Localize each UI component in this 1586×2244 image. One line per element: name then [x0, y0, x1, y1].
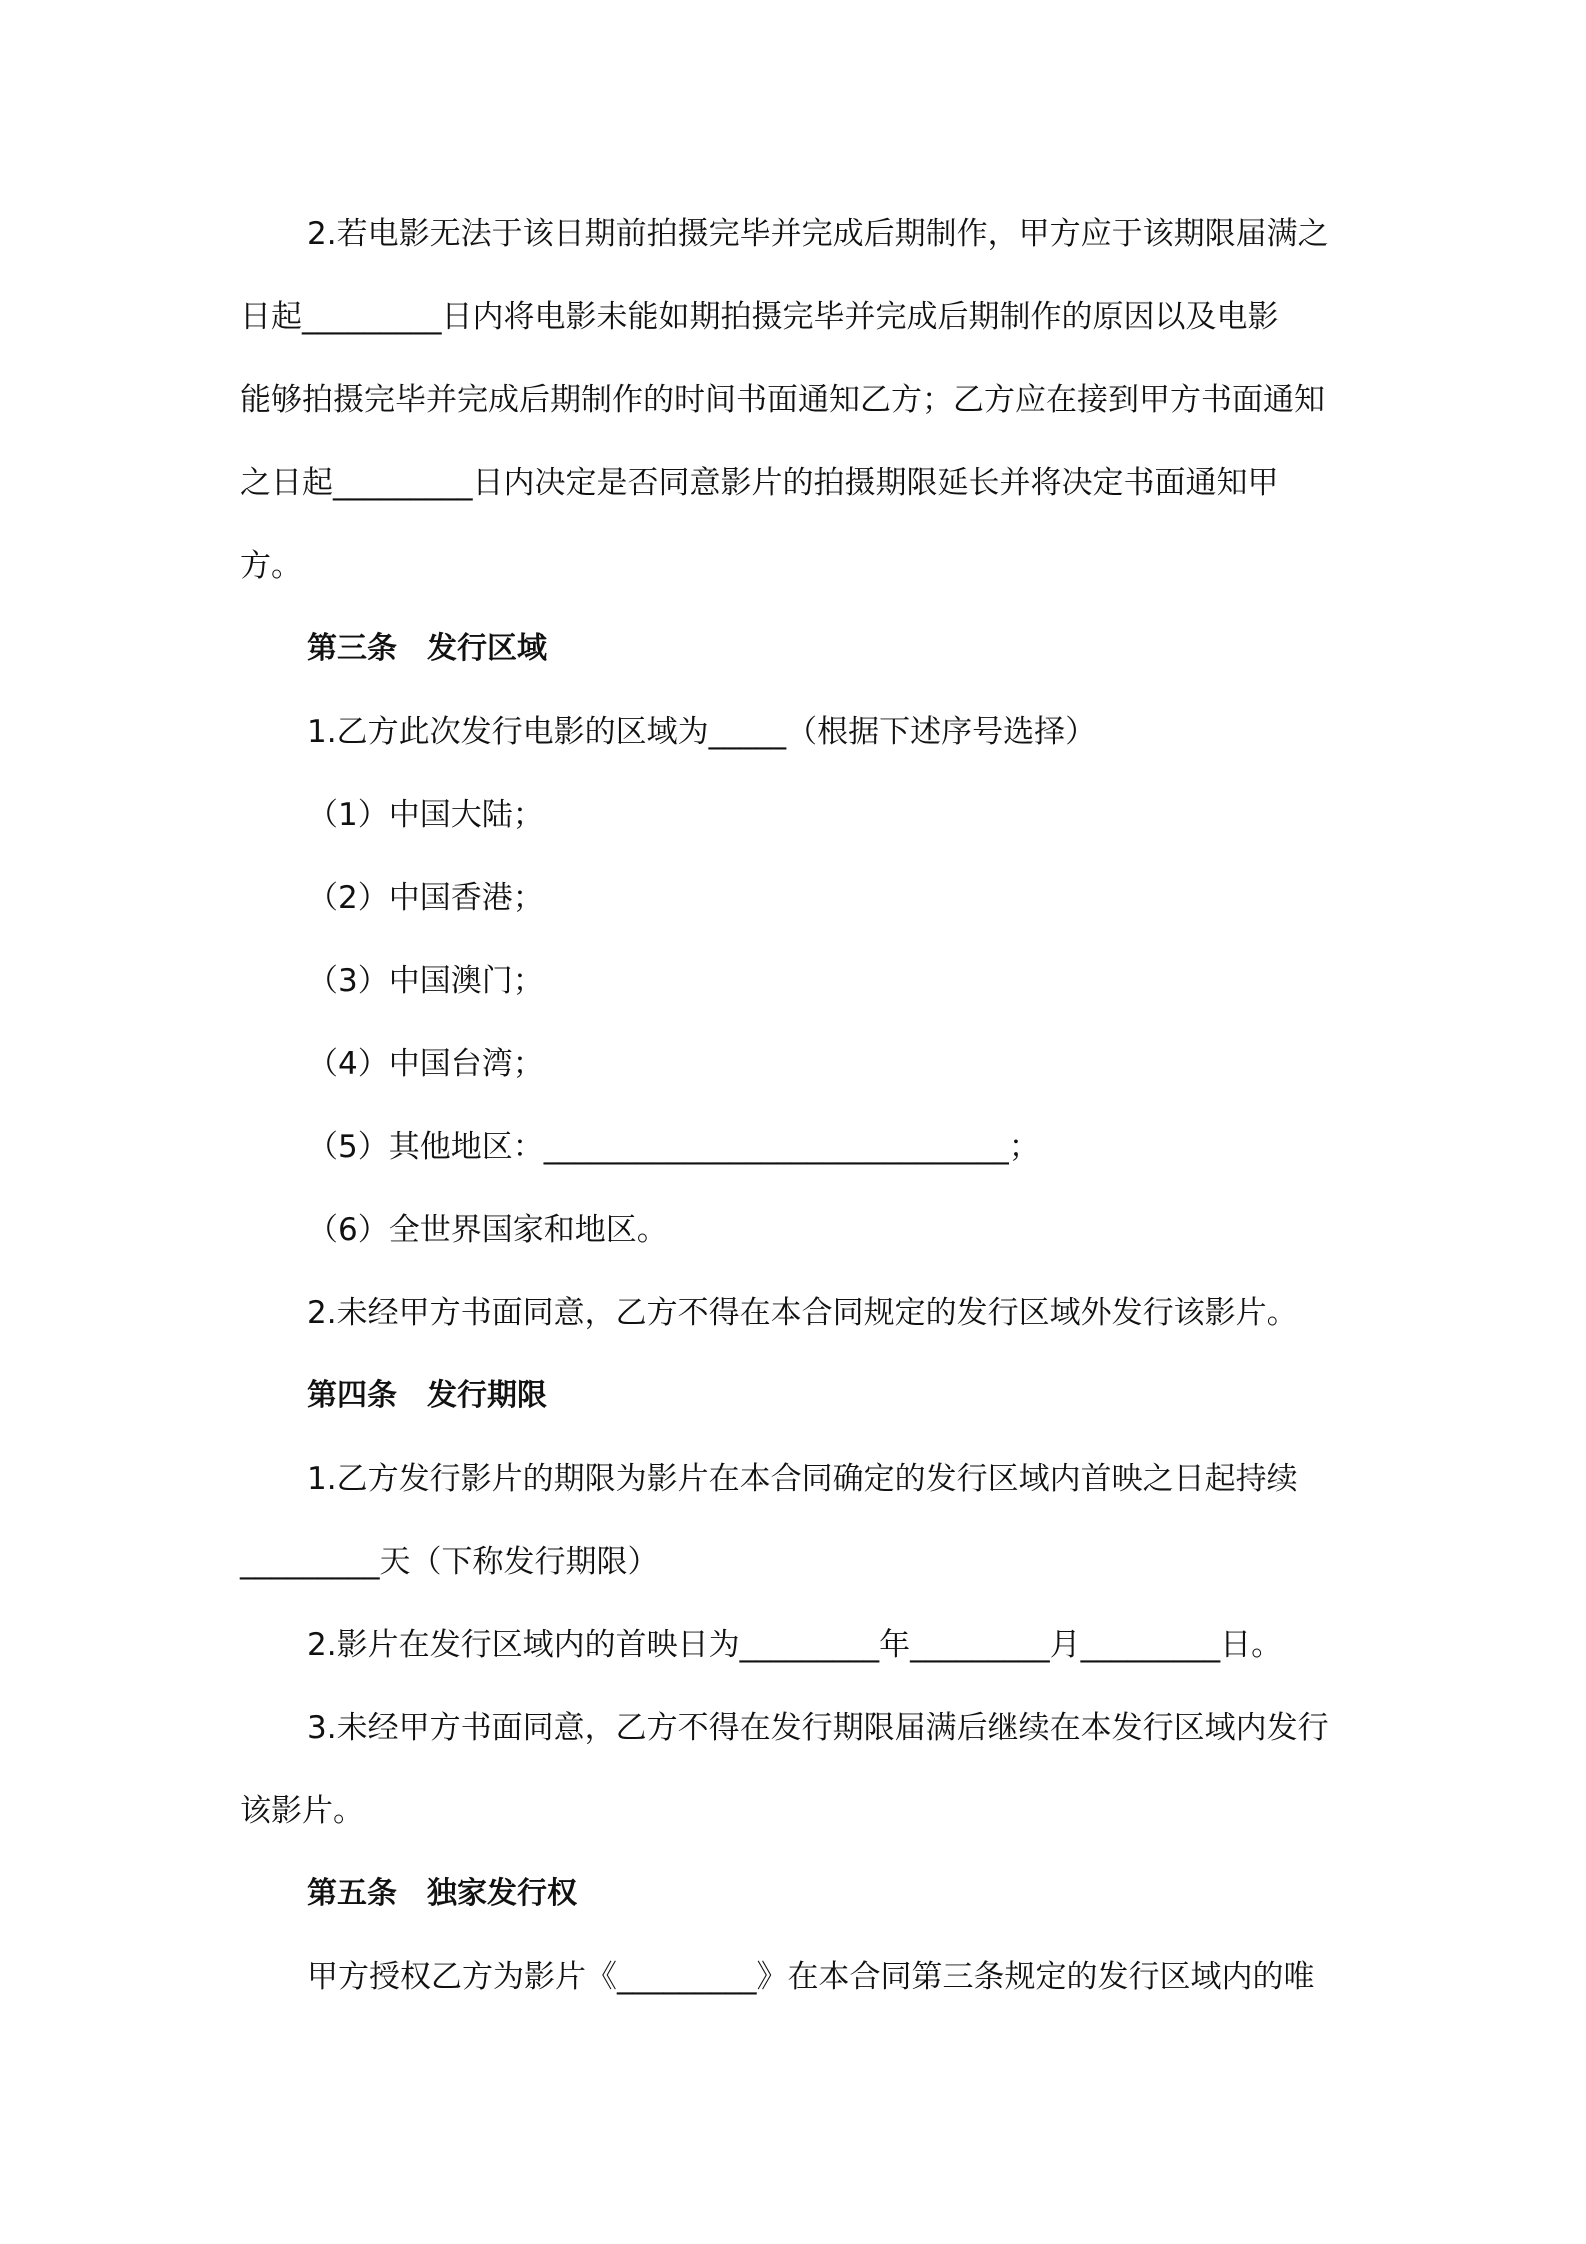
- region-option-5: （5）其他地区：______________________________；: [307, 1129, 1040, 1165]
- region-option-1: （1）中国大陆；: [307, 797, 544, 833]
- article-5-heading: 第五条 独家发行权: [307, 1876, 577, 1911]
- clause-3-2: 2.未经甲方书面同意，乙方不得在本合同规定的发行区域外发行该影片。: [307, 1295, 1298, 1331]
- clause-2-2-line-4: 之日起_________日内决定是否同意影片的拍摄期限延长并将决定书面通知甲: [240, 465, 1279, 501]
- clause-3-1: 1.乙方此次发行电影的区域为_____（根据下述序号选择）: [307, 714, 1097, 750]
- region-option-4: （4）中国台湾；: [307, 1046, 544, 1082]
- clause-4-3-line-1: 3.未经甲方书面同意，乙方不得在发行期限届满后继续在本发行区域内发行: [307, 1710, 1329, 1746]
- clause-2-2-line-5: 方。: [240, 548, 302, 584]
- clause-4-3-line-2: 该影片。: [240, 1793, 364, 1829]
- clause-4-1-line-1: 1.乙方发行影片的期限为影片在本合同确定的发行区域内首映之日起持续: [307, 1461, 1298, 1497]
- clause-2-2-line-3: 能够拍摄完毕并完成后期制作的时间书面通知乙方；乙方应在接到甲方书面通知: [240, 382, 1325, 418]
- article-3-heading: 第三条 发行区域: [307, 631, 547, 666]
- region-option-2: （2）中国香港；: [307, 880, 544, 916]
- clause-5-line-1: 甲方授权乙方为影片《_________》在本合同第三条规定的发行区域内的唯: [307, 1959, 1315, 1995]
- clause-2-2-line-1: 2.若电影无法于该日期前拍摄完毕并完成后期制作，甲方应于该期限届满之: [307, 216, 1329, 252]
- clause-2-2-line-2: 日起_________日内将电影未能如期拍摄完毕并完成后期制作的原因以及电影: [240, 299, 1279, 335]
- region-option-3: （3）中国澳门；: [307, 963, 544, 999]
- article-4-heading: 第四条 发行期限: [307, 1378, 547, 1413]
- clause-4-1-line-2: _________天（下称发行期限）: [240, 1544, 659, 1580]
- region-option-6: （6）全世界国家和地区。: [307, 1212, 668, 1248]
- clause-4-2: 2.影片在发行区域内的首映日为_________年_________月_________日。: [307, 1627, 1283, 1663]
